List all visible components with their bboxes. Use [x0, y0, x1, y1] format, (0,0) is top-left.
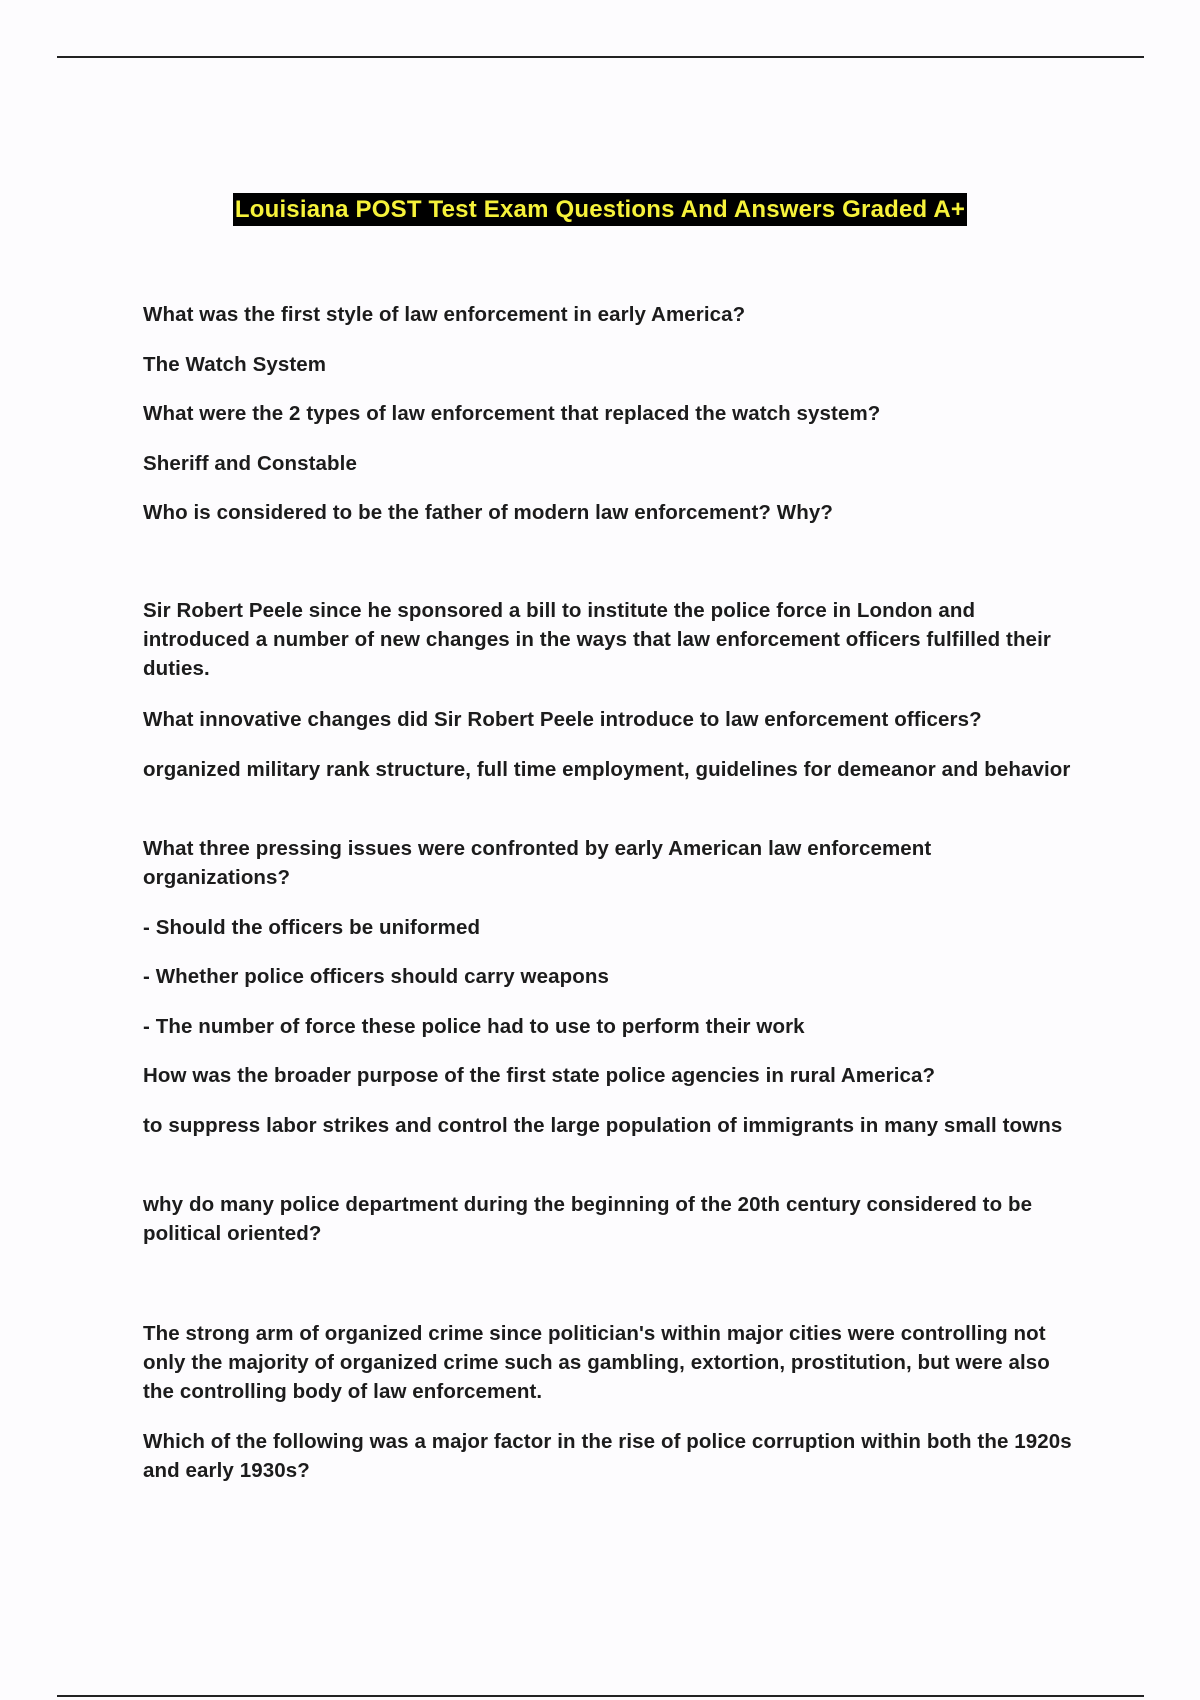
question-2: What were the 2 types of law enforcement that replaced the watch system?: [143, 402, 881, 425]
question-4: What innovative changes did Sir Robert Peele introduce to law enforcement officers?: [143, 708, 982, 731]
answer-6: to suppress labor strikes and control the large population of immigrants in many small towns: [143, 1114, 1063, 1137]
title-container: [0, 193, 1200, 226]
question-6: How was the broader purpose of the first state police agencies in rural America?: [143, 1064, 936, 1087]
question-8: Which of the following was a major factor in the rise of police corruption within both the 1920s and early 1930s?: [143, 1430, 1072, 1482]
question-1: What was the first style of law enforcement in early America?: [143, 303, 746, 326]
question-3: Who is considered to be the father of modern law enforcement? Why?: [143, 501, 833, 524]
answer-7: The strong arm of organized crime since politician's within major cities were controlling not only the majority of organized crime such as gambling, extortion, prostitution, but were also the controlling body of law enforcement.: [143, 1322, 1050, 1403]
answer-5-item-3: - The number of force these police had to use to perform their work: [143, 1015, 805, 1038]
answer-5-item-1: - Should the officers be uniformed: [143, 916, 481, 939]
answer-1: The Watch System: [143, 353, 327, 376]
answer-3: Sir Robert Peele since he sponsored a bill to institute the police force in London and introduced a number of new changes in the ways that law enforcement officers fulfilled their duties.: [143, 599, 1051, 680]
document-title: Louisiana POST Test Exam Questions And Answers Graded A+: [233, 193, 967, 226]
question-7: why do many police department during the beginning of the 20th century considered to be political oriented?: [143, 1193, 1033, 1245]
answer-2: Sheriff and Constable: [143, 452, 357, 475]
bottom-divider: [57, 1695, 1144, 1697]
question-5: What three pressing issues were confronted by early American law enforcement organizations?: [143, 837, 932, 889]
answer-4: organized military rank structure, full time employment, guidelines for demeanor and behavior: [143, 758, 1071, 781]
answer-5-item-2: - Whether police officers should carry weapons: [143, 965, 609, 988]
top-divider: [57, 56, 1144, 58]
